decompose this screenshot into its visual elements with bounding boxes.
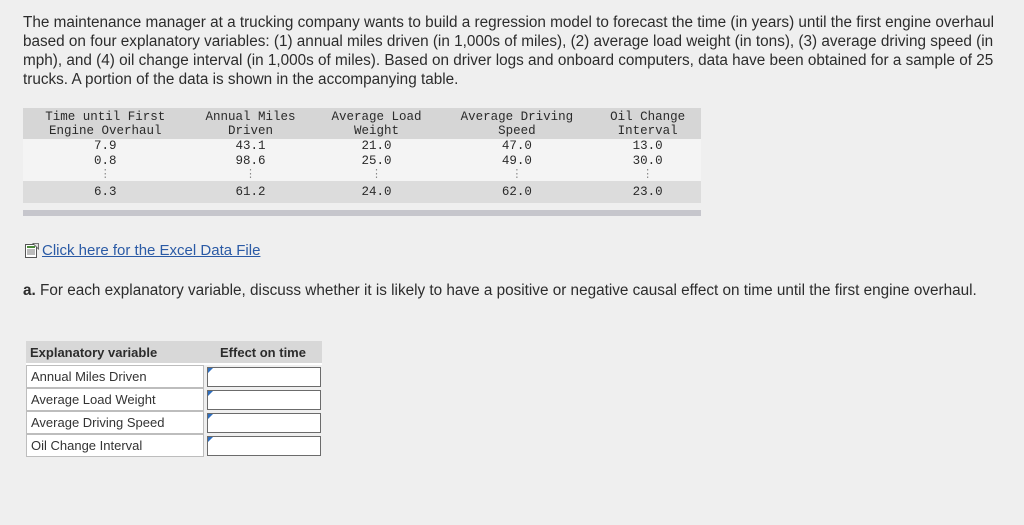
table-cell: 24.0 (313, 181, 439, 203)
ellipsis-cell: ⋮ (439, 169, 594, 181)
table-row (23, 154, 701, 169)
question-text: The maintenance manager at a trucking company wants to build a regression model to forecast the time (in years) until the first engine overhaul based on four explanatory variables: (1) annual miles driven (in 1,000s of miles), (2) average load weight (in tons), (3) average driving speed (in mph), and (4) oil change interval (in 1,000s of miles). Based on driver logs and onboard computers, data have been obtained for a sample of 25 trucks. A portion of the data is shown in the accompanying table. (23, 14, 995, 88)
data-table-container (23, 108, 701, 216)
dropdown-marker-icon (208, 368, 213, 373)
answer-table (26, 341, 322, 457)
header-average-load: Average Load Weight (313, 108, 439, 139)
part-a-prefix: a. (23, 282, 36, 299)
table-cell: 6.3 (23, 181, 188, 203)
answer-cell (204, 388, 322, 411)
excel-link-label[interactable]: Click here for the Excel Data File (42, 242, 261, 259)
table-cell: 43.1 (188, 139, 314, 154)
answer-cell (204, 434, 322, 457)
effect-dropdown-average-speed[interactable] (207, 413, 321, 433)
header-annual-miles: Annual Miles Driven (188, 108, 314, 139)
table-cell: 30.0 (594, 154, 701, 169)
effect-dropdown-annual-miles[interactable] (207, 367, 321, 387)
table-cell: 47.0 (439, 139, 594, 154)
part-a-text: For each explanatory variable, discuss whether it is likely to have a positive or negative causal effect on time until the first engine overhaul. (35, 282, 977, 299)
header-explanatory-variable: Explanatory variable (26, 341, 204, 365)
table-cell: 21.0 (313, 139, 439, 154)
ellipsis-cell: ⋮ (594, 169, 701, 181)
dropdown-marker-icon (208, 391, 213, 396)
table-cell: 0.8 (23, 154, 188, 169)
effect-dropdown-oil-change[interactable] (207, 436, 321, 456)
variable-label: Average Driving Speed (26, 411, 204, 434)
table-row-last (23, 181, 701, 203)
answer-table-header-row (26, 341, 322, 365)
data-table (23, 108, 701, 203)
table-cell: 25.0 (313, 154, 439, 169)
excel-data-link[interactable] (25, 242, 260, 259)
answer-row (26, 365, 322, 388)
table-scrollbar[interactable] (23, 210, 701, 216)
answer-row (26, 388, 322, 411)
variable-label: Oil Change Interval (26, 434, 204, 457)
table-row-ellipsis (23, 169, 701, 181)
part-a-question (23, 281, 998, 300)
answer-cell (204, 411, 322, 434)
answer-cell (204, 365, 322, 388)
header-average-speed: Average Driving Speed (439, 108, 594, 139)
table-cell: 62.0 (439, 181, 594, 203)
header-oil-change: Oil Change Interval (594, 108, 701, 139)
variable-label: Annual Miles Driven (26, 365, 204, 388)
table-cell: 61.2 (188, 181, 314, 203)
dropdown-marker-icon (208, 437, 213, 442)
ellipsis-cell: ⋮ (313, 169, 439, 181)
table-row (23, 139, 701, 154)
table-cell: 13.0 (594, 139, 701, 154)
excel-file-icon (25, 243, 39, 258)
effect-dropdown-average-load[interactable] (207, 390, 321, 410)
ellipsis-cell: ⋮ (188, 169, 314, 181)
answer-row (26, 434, 322, 457)
data-table-header-row (23, 108, 701, 139)
table-cell: 49.0 (439, 154, 594, 169)
table-cell: 98.6 (188, 154, 314, 169)
header-effect-on-time: Effect on time (204, 341, 322, 365)
dropdown-marker-icon (208, 414, 213, 419)
answer-row (26, 411, 322, 434)
table-cell: 23.0 (594, 181, 701, 203)
header-time-until-overhaul: Time until First Engine Overhaul (23, 108, 188, 139)
ellipsis-cell: ⋮ (23, 169, 188, 181)
variable-label: Average Load Weight (26, 388, 204, 411)
table-cell: 7.9 (23, 139, 188, 154)
